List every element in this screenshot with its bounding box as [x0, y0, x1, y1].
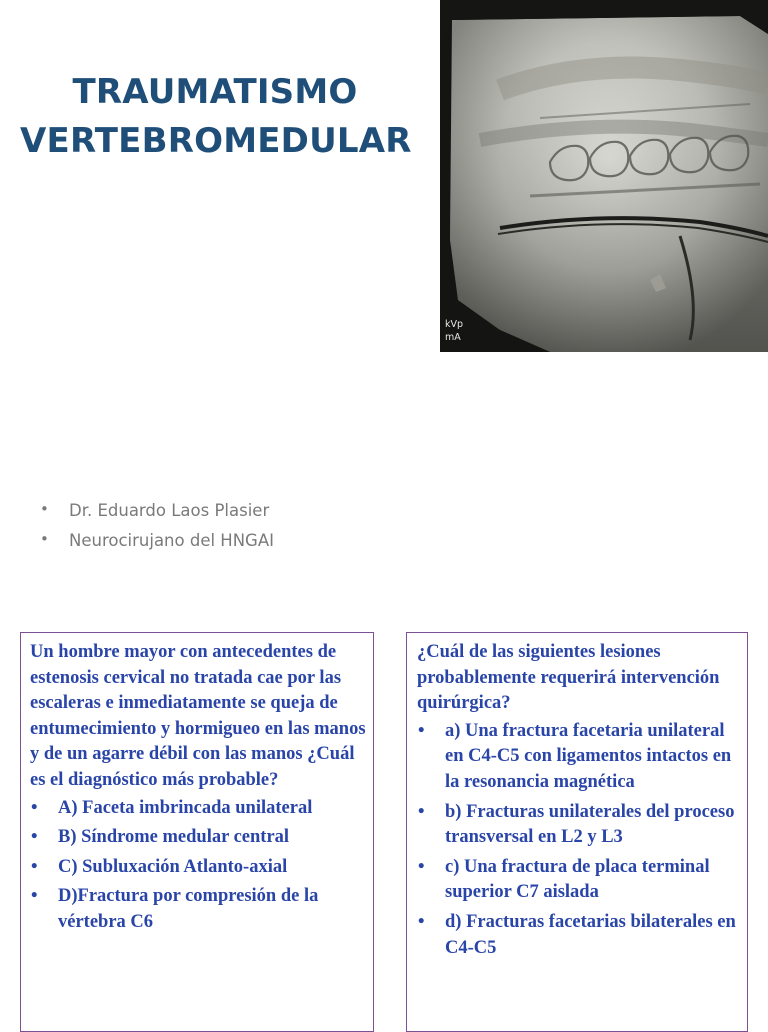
author-list	[40, 496, 274, 556]
spine-xray-image	[440, 0, 768, 352]
question-2-option-d: • d) Fracturas facetarias bilaterales en C4-C5	[417, 910, 741, 961]
question-1-option-c: • C) Subluxación Atlanto-axial	[30, 855, 367, 881]
slide-title	[20, 68, 410, 166]
question-box-2	[406, 632, 748, 1032]
spine-xray-graphic	[440, 0, 768, 352]
question-2-option-a: • a) Una fractura facetaria unilateral en C4-C5 con ligamentos intactos en la resonancia magnética	[417, 719, 741, 796]
title-line-1: TRAUMATISMO	[72, 72, 358, 112]
question-box-1	[20, 632, 374, 1032]
question-1-option-a: • A) Faceta imbrincada unilateral	[30, 796, 367, 822]
question-1-options	[30, 796, 367, 936]
question-2-option-c: • c) Una fractura de placa terminal superior C7 aislada	[417, 855, 741, 906]
question-2-option-b: • b) Fracturas unilaterales del proceso transversal en L2 y L3	[417, 800, 741, 851]
title-line-2: VERTEBROMEDULAR	[20, 121, 412, 161]
question-1-option-d: • D)Fractura por compresión de la vértebra C6	[30, 884, 367, 935]
xray-ma-label: mA	[445, 332, 461, 343]
question-1-option-b: • B) Síndrome medular central	[30, 825, 367, 851]
question-2-stem: ¿Cuál de las siguientes lesiones probablemente requerirá intervención quirúrgica?	[417, 642, 720, 714]
author-name: • Dr. Eduardo Laos Plasier	[40, 496, 274, 526]
question-2-options	[417, 719, 741, 961]
xray-readout	[445, 318, 463, 344]
author-affiliation: • Neurocirujano del HNGAI	[40, 526, 274, 556]
xray-kvp-label: kVp	[445, 319, 464, 330]
question-1-stem: Un hombre mayor con antecedentes de estenosis cervical no tratada cae por las escaleras e inmediatamente se queja de entumecimiento y hormigueo en las manos y de un agarre débil con las manos ¿Cuál es el diagnóstico más probable?	[30, 642, 366, 790]
